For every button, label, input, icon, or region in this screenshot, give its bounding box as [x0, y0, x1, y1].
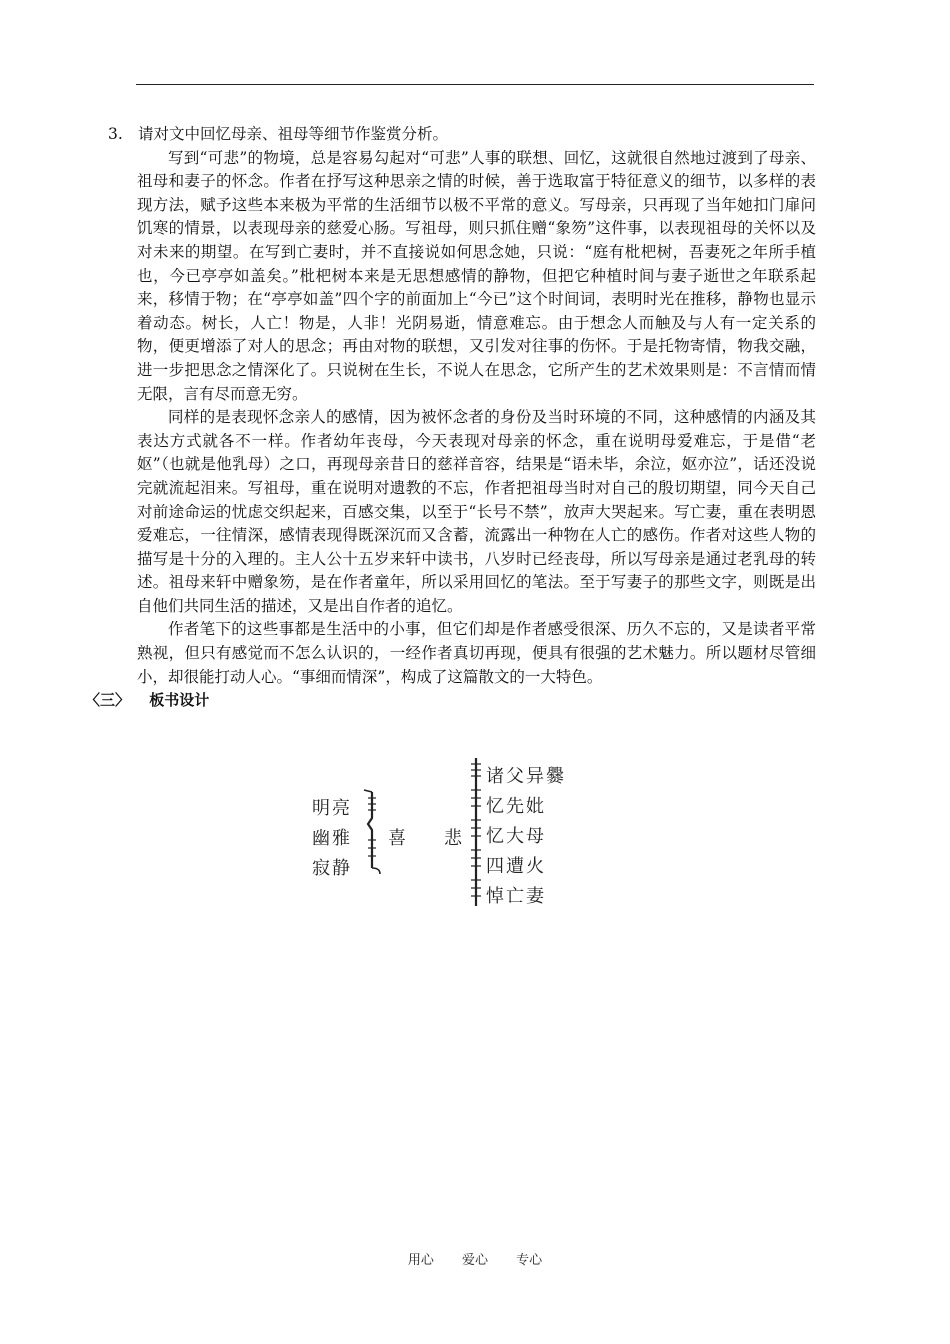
board-joy: 喜	[388, 828, 408, 849]
question-number: 3.	[108, 125, 123, 143]
board-right-item-3: 忆大母	[486, 826, 546, 847]
board-right-item-5: 悼亡妻	[486, 886, 546, 907]
page-footer	[0, 1249, 950, 1268]
question-title	[108, 123, 816, 147]
board-sorrow: 悲	[444, 828, 464, 849]
section-number: 〈三〉	[85, 691, 131, 710]
footer-item-2: 爱心	[461, 1253, 488, 1268]
document-body	[85, 123, 816, 713]
board-right-item-2: 忆先妣	[486, 796, 546, 817]
left-bracket-bottom	[372, 868, 380, 874]
board-left-item-1: 明亮	[312, 798, 352, 819]
footer-item-3: 专心	[516, 1253, 543, 1268]
footer-item-1: 用心	[407, 1253, 434, 1268]
board-left-item-3: 寂静	[312, 858, 352, 879]
paragraph-1: 写到“可悲”的物境，总是容易勾起对“可悲”人事的联想、回忆，这就很自然地过渡到了母亲、祖母和妻子的怀念。作者在抒写这种思亲之情的时候，善于选取富于特征意义的细节，以多样的表现方法，赋予这些本来极为平常的生活细节以极不平常的意义。写母亲，只再现了当年她扣门扉问饥寒的情景，以表现母亲的慈爱心肠。写祖母，则只抓住赠“象笏”这件事，以表现祖母的关怀以及对未来的期望。在写到亡妻时，并不直接说如何思念她，只说：“庭有枇杷树，吾妻死之年所手植也，今已亭亭如盖矣。”枇杷树本来是无思想感情的静物，但把它种植时间与妻子逝世之年联系起来，移情于物；在“亭亭如盖”四个字的前面加上“今已”这个时间词，表明时光在推移，静物也显示着动态。树长，人亡！物是，人非！光阴易逝，情意难忘。由于想念人而触及与人有一定关系的物，便更增添了对人的思念；再由对物的联想，又引发对往事的伤怀。于是托物寄情，物我交融，进一步把思念之情深化了。只说树在生长，不说人在思念，它所产生的艺术效果则是：不言情而情无限，言有尽而意无穷。	[137, 148, 816, 403]
question-text: 请对文中回忆母亲、祖母等细节作鉴赏分析。	[138, 125, 449, 143]
board-right-item-1: 诸父异爨	[486, 766, 566, 787]
board-left-item-2: 幽雅	[312, 828, 352, 849]
board-design-diagram	[300, 756, 620, 916]
left-bracket-top	[364, 790, 372, 792]
header-rule	[136, 84, 814, 85]
board-right-item-4: 四遭火	[486, 856, 546, 877]
section-heading	[85, 689, 816, 713]
paragraph-2: 同样的是表现怀念亲人的感情，因为被怀念者的身份及当时环境的不同，这种感情的内涵及其表达方式就各不一样。作者幼年丧母，今天表现对母亲的怀念，重在说明母爱难忘，于是借“老妪”（也就是他乳母）之口，再现母亲昔日的慈祥音容，结果是“语未毕，余泣，妪亦泣”，话还没说完就流起泪来。写祖母，重在说明对遗教的不忘，作者把祖母当时对自己的殷切期望，同今天自己对前途命运的忧虑交织起来，百感交集，以至于“长号不禁”，放声大哭起来。写亡妻，重在表明恩爱难忘，一往情深，感情表现得既深沉而又含蓄，流露出一种物在人亡的感伤。作者对这些人物的描写是十分的入理的。主人公十五岁来轩中读书，八岁时已经丧母，所以写母亲是通过老乳母的转述。祖母来轩中赠象笏，是在作者童年，所以采用回忆的笔法。至于写妻子的那些文字，则既是出自他们共同生活的描述，又是出自作者的追忆。	[137, 408, 816, 615]
section-title: 板书设计	[149, 691, 210, 710]
paragraph-3: 作者笔下的这些事都是生活中的小事，但它们却是作者感受很深、历久不忘的，又是读者平常熟视，但只有感觉而不怎么认识的，一经作者真切再现，便具有很强的艺术魅力。所以题材尽管细小，却很能打动人心。“事细而情深”，构成了这篇散文的一大特色。	[137, 620, 816, 686]
